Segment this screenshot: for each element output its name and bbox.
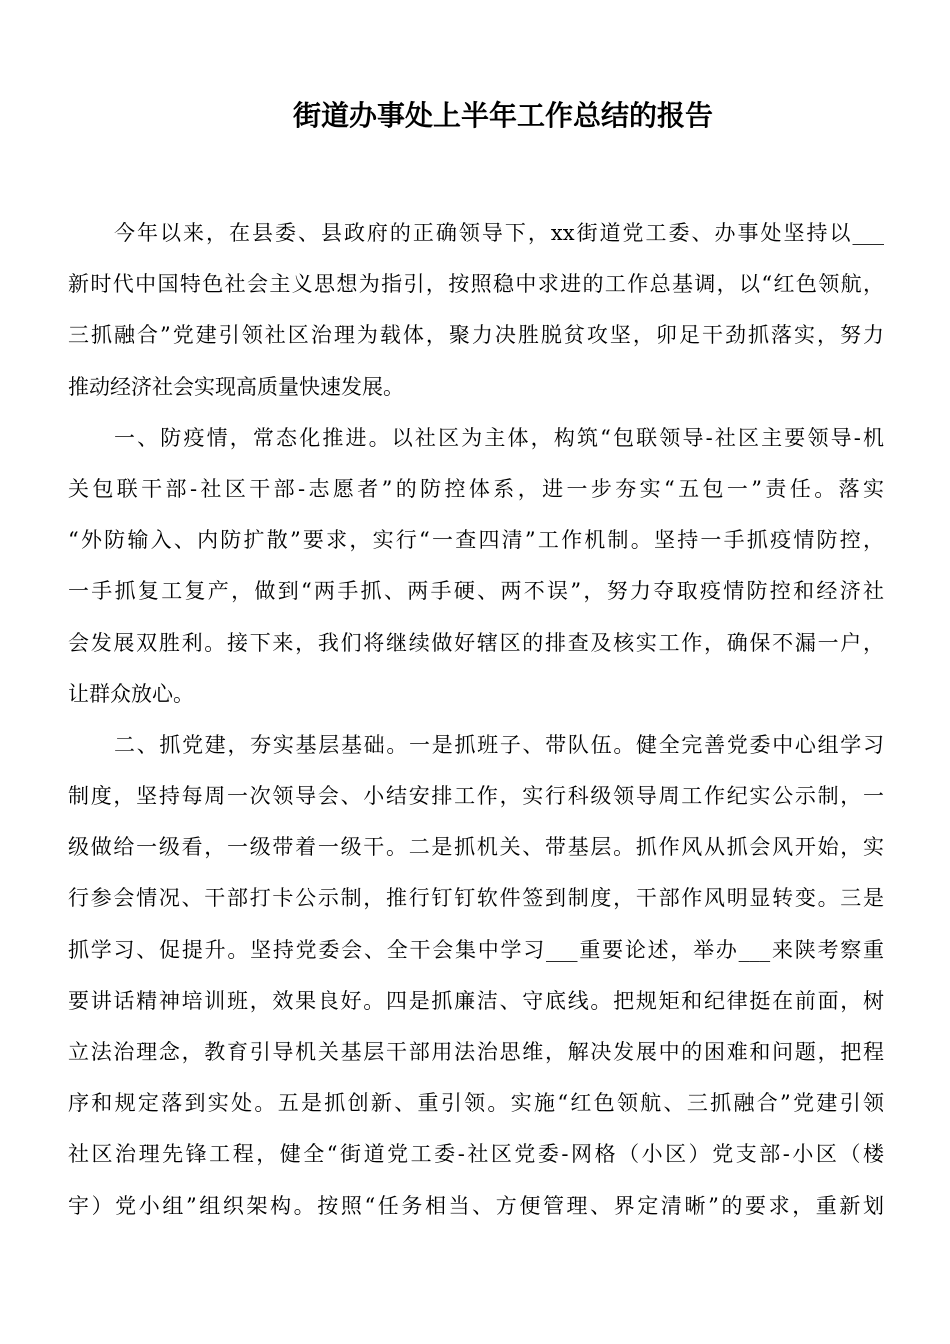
paragraph-1-line-4: 推动经济社会实现高质量快速发展。: [68, 374, 404, 399]
paragraph-3-line-1: 二、抓党建，夯实基层基础。一是抓班子、带队伍。健全完善党委中心组学习: [114, 732, 884, 757]
paragraph-3-line-6: 要讲话精神培训班，效果良好。四是抓廉洁、守底线。把规矩和纪律挺在前面，树: [68, 988, 884, 1013]
paragraph-1-line-1: 今年以来，在县委、县政府的正确领导下，xx街道党工委、办事处坚持以___: [114, 221, 884, 245]
paragraph-3-line-10: 宇）党小组”组织架构。按照“任务相当、方便管理、界定清晰”的要求，重新划: [68, 1193, 884, 1218]
paragraph-3-line-9: 社区治理先锋工程，健全“街道党工委-社区党委-网格（小区）党支部-小区（楼: [68, 1142, 884, 1167]
paragraph-2-line-5: 会发展双胜利。接下来，我们将继续做好辖区的排查及核实工作，确保不漏一户，: [68, 630, 884, 655]
paragraph-2-line-4: 一手抓复工复产，做到“两手抓、两手硬、两不误”，努力夺取疫情防控和经济社: [68, 579, 884, 604]
paragraph-2-line-1: 一、防疫情，常态化推进。以社区为主体，构筑“包联领导-社区主要领导-机: [114, 425, 884, 450]
paragraph-3-line-8: 序和规定落到实处。五是抓创新、重引领。实施“红色领航、三抓融合”党建引领: [68, 1091, 884, 1116]
paragraph-1-line-2: 新时代中国特色社会主义思想为指引，按照稳中求进的工作总基调，以“红色领航，: [68, 272, 884, 297]
paragraph-3-line-5: 抓学习、促提升。坚持党委会、全干会集中学习___重要论述，举办___来陕考察重: [68, 937, 884, 962]
paragraph-2-line-2: 关包联干部-社区干部-志愿者”的防控体系，进一步夯实“五包一”责任。落实: [68, 476, 884, 501]
paragraph-3-line-4: 行参会情况、干部打卡公示制，推行钉钉软件签到制度，干部作风明显转变。三是: [68, 886, 884, 911]
paragraph-3-line-7: 立法治理念，教育引导机关基层干部用法治思维，解决发展中的困难和问题，把程: [68, 1040, 884, 1064]
document-body: [68, 208, 884, 1232]
paragraph-2-line-6: 让群众放心。: [68, 681, 194, 706]
paragraph-2-line-3: “外防输入、内防扩散”要求，实行“一查四清”工作机制。坚持一手抓疫情防控，: [68, 528, 884, 553]
paragraph-3-line-3: 级做给一级看，一级带着一级干。二是抓机关、带基层。抓作风从抓会风开始，实: [68, 835, 884, 860]
paragraph-3-line-2: 制度，坚持每周一次领导会、小结安排工作，实行科级领导周工作纪实公示制，一: [68, 784, 884, 809]
paragraph-1-line-3: 三抓融合”党建引领社区治理为载体，聚力决胜脱贫攻坚，卯足干劲抓落实，努力: [68, 323, 884, 348]
document-title: 街道办事处上半年工作总结的报告: [292, 99, 713, 132]
